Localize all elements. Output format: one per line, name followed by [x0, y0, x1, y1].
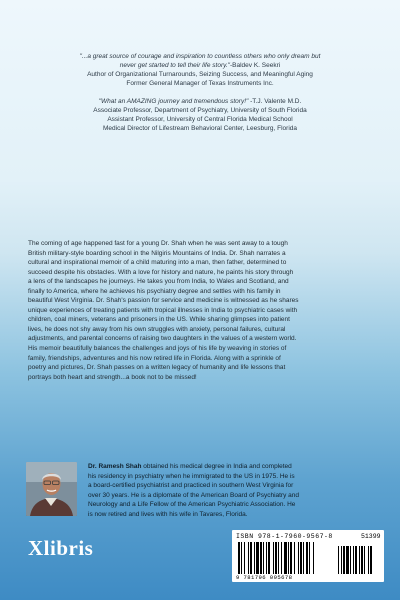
blurb-line: adjustments, and parental concerns of raising two daughters in the values of a western world. — [28, 335, 297, 343]
blurb-line: cultural and inspirational memoir of a child maturing into a man, then father, determined to — [28, 259, 287, 267]
barcode-bar — [254, 542, 255, 574]
barcode-bar — [273, 542, 274, 574]
author-section — [26, 462, 376, 532]
barcode-bar — [284, 542, 287, 574]
author-bio — [88, 462, 372, 519]
isbn-label: ISBN 978-1-7960-9567-8 — [236, 533, 333, 540]
blurb-line: finally to America, where he achieves his psychiatry degree and settles with his family in — [28, 287, 281, 295]
barcode-bar — [303, 542, 304, 574]
barcode-bar — [341, 546, 342, 574]
blurb-line: succeed despite his obstacles. With a love for history and nature, he paints his story through — [28, 268, 294, 276]
author-bio-line: is now retired and lives with his wife in Tavares, Florida. — [88, 510, 248, 518]
book-blurb — [28, 239, 372, 382]
price-code: 51399 — [361, 533, 381, 540]
barcode-bar — [268, 542, 270, 574]
barcode-bar — [364, 546, 365, 574]
endorsement-quotes — [38, 52, 362, 142]
author-bio-line: a board-certified psychiatrist and practiced in southern West Virginia for — [88, 482, 294, 489]
author-name: Dr. Ramesh Shah — [88, 463, 142, 470]
blurb-line: unique experiences of treating patients with tropical illnesses in India to psychiatric cases with — [28, 306, 298, 314]
endorsement-quote — [38, 97, 362, 133]
quote-attribution-name: -Baldev K. Seekri — [230, 62, 281, 69]
barcode-bar — [298, 542, 299, 574]
barcode-bar — [288, 542, 289, 574]
barcode-bar — [290, 542, 292, 574]
barcode-bar — [313, 542, 314, 574]
author-bio-first-line — [88, 462, 372, 472]
quote-attribution-line: Former General Manager of Texas Instruments Inc. — [126, 80, 274, 87]
blurb-line: children, coal miners, veterans and prisoners in the US. While sharing glimpses into patient — [28, 316, 290, 324]
barcode-bar — [266, 542, 267, 574]
blurb-line: family, friendships, adventures and his now retired life in Florida. Along with a sprinkle of — [28, 354, 281, 362]
author-bio-line: his residency in psychiatry when he immigrated to the US in 1975. He is — [88, 472, 295, 480]
quote-text-line-with-attribution — [38, 97, 362, 106]
blurb-line: The coming of age happened fast for a young Dr. Shah when he was sent away to a tough — [28, 240, 288, 247]
barcode-bar — [343, 546, 345, 574]
barcode-bar — [263, 542, 264, 574]
quote-text-line-with-attribution — [38, 61, 362, 70]
quote-attribution-name: -T.J. Valente M.D. — [248, 98, 302, 105]
blurb-line: a lens of the landscapes he journeys. He takes you from India, to Wales and Scotland, and — [28, 278, 289, 286]
blurb-line: poetry and pictures, Dr. Shah passes on a written legacy of humanity and life lessons that — [28, 364, 286, 372]
barcode-bar — [355, 546, 357, 574]
quote-attribution-line: Medical Director of Lifestream Behavioral Center, Leesburg, Florida — [102, 125, 297, 132]
barcode-bar — [241, 542, 242, 574]
quote-text-line: never get started to tell their life story." — [119, 62, 230, 69]
barcode-bar — [260, 542, 262, 574]
barcode-bar — [250, 542, 252, 574]
blurb-line: His memoir beautifully balances the challenges and joys of his life by weaving in stories of — [28, 345, 287, 353]
author-bio-line: obtained his medical degree in India and completed — [141, 463, 292, 470]
barcode-bar — [256, 542, 259, 574]
barcode-bar — [353, 546, 354, 574]
isbn-barcode — [232, 530, 384, 582]
quote-attribution-line: Assistant Professor, University of Central Florida Medical School — [107, 116, 293, 123]
barcode-bar — [361, 546, 363, 574]
barcode-bar — [248, 542, 249, 574]
author-bio-line: Neurology and a Life Fellow of the American Psychiatric Association. He — [88, 501, 296, 508]
barcode-bar — [238, 542, 240, 574]
barcode-bar — [244, 542, 245, 574]
author-photo — [26, 462, 77, 516]
author-bio-line: over 30 years. He is a diplomate of the American Board of Psychiatry and — [88, 491, 299, 499]
barcode-bar — [278, 542, 279, 574]
barcode-bar — [359, 546, 360, 574]
barcode-bar — [368, 546, 369, 574]
publisher-logo: Xlibris — [28, 536, 94, 560]
barcode-bar — [338, 546, 339, 574]
quote-attribution-line: Associate Professor, Department of Psychiatry, University of South Florida — [93, 107, 307, 114]
isbn-digits: 9 781796 095678 — [236, 574, 293, 581]
blurb-line: beautiful West Virginia. Dr. Shah's passion for service and medicine is witnessed as he shares — [28, 297, 299, 305]
endorsement-quote — [38, 52, 362, 88]
barcode-bar — [370, 546, 372, 574]
quote-text-line: "What an AMAZING journey and tremendous story!" — [98, 98, 249, 105]
barcode-bar — [350, 546, 351, 574]
blurb-line: British military-style boarding school in the Nilgiris Mountains of India. Dr. Shah narrates a — [28, 249, 286, 257]
barcode-bar — [300, 542, 302, 574]
quote-text-line: "...a great source of courage and inspiration to countless others who only dream but — [79, 53, 321, 60]
barcode-bar — [346, 546, 349, 574]
author-portrait-illustration — [26, 462, 77, 516]
blurb-line: portrays both heart and strength...a book not to be missed! — [28, 373, 197, 381]
barcode-bar — [294, 542, 295, 574]
blurb-line: lives, he does not shy away from his own struggles with anxiety, personal failures, cultural — [28, 325, 286, 333]
quote-attribution-line: Author of Organizational Turnarounds, Seizing Success, and Meaningful Aging — [87, 71, 313, 78]
barcode-bar — [281, 542, 282, 574]
barcode-bars — [238, 542, 380, 574]
barcode-bar — [306, 542, 308, 574]
barcode-bar — [275, 542, 277, 574]
barcode-bar — [309, 542, 310, 574]
